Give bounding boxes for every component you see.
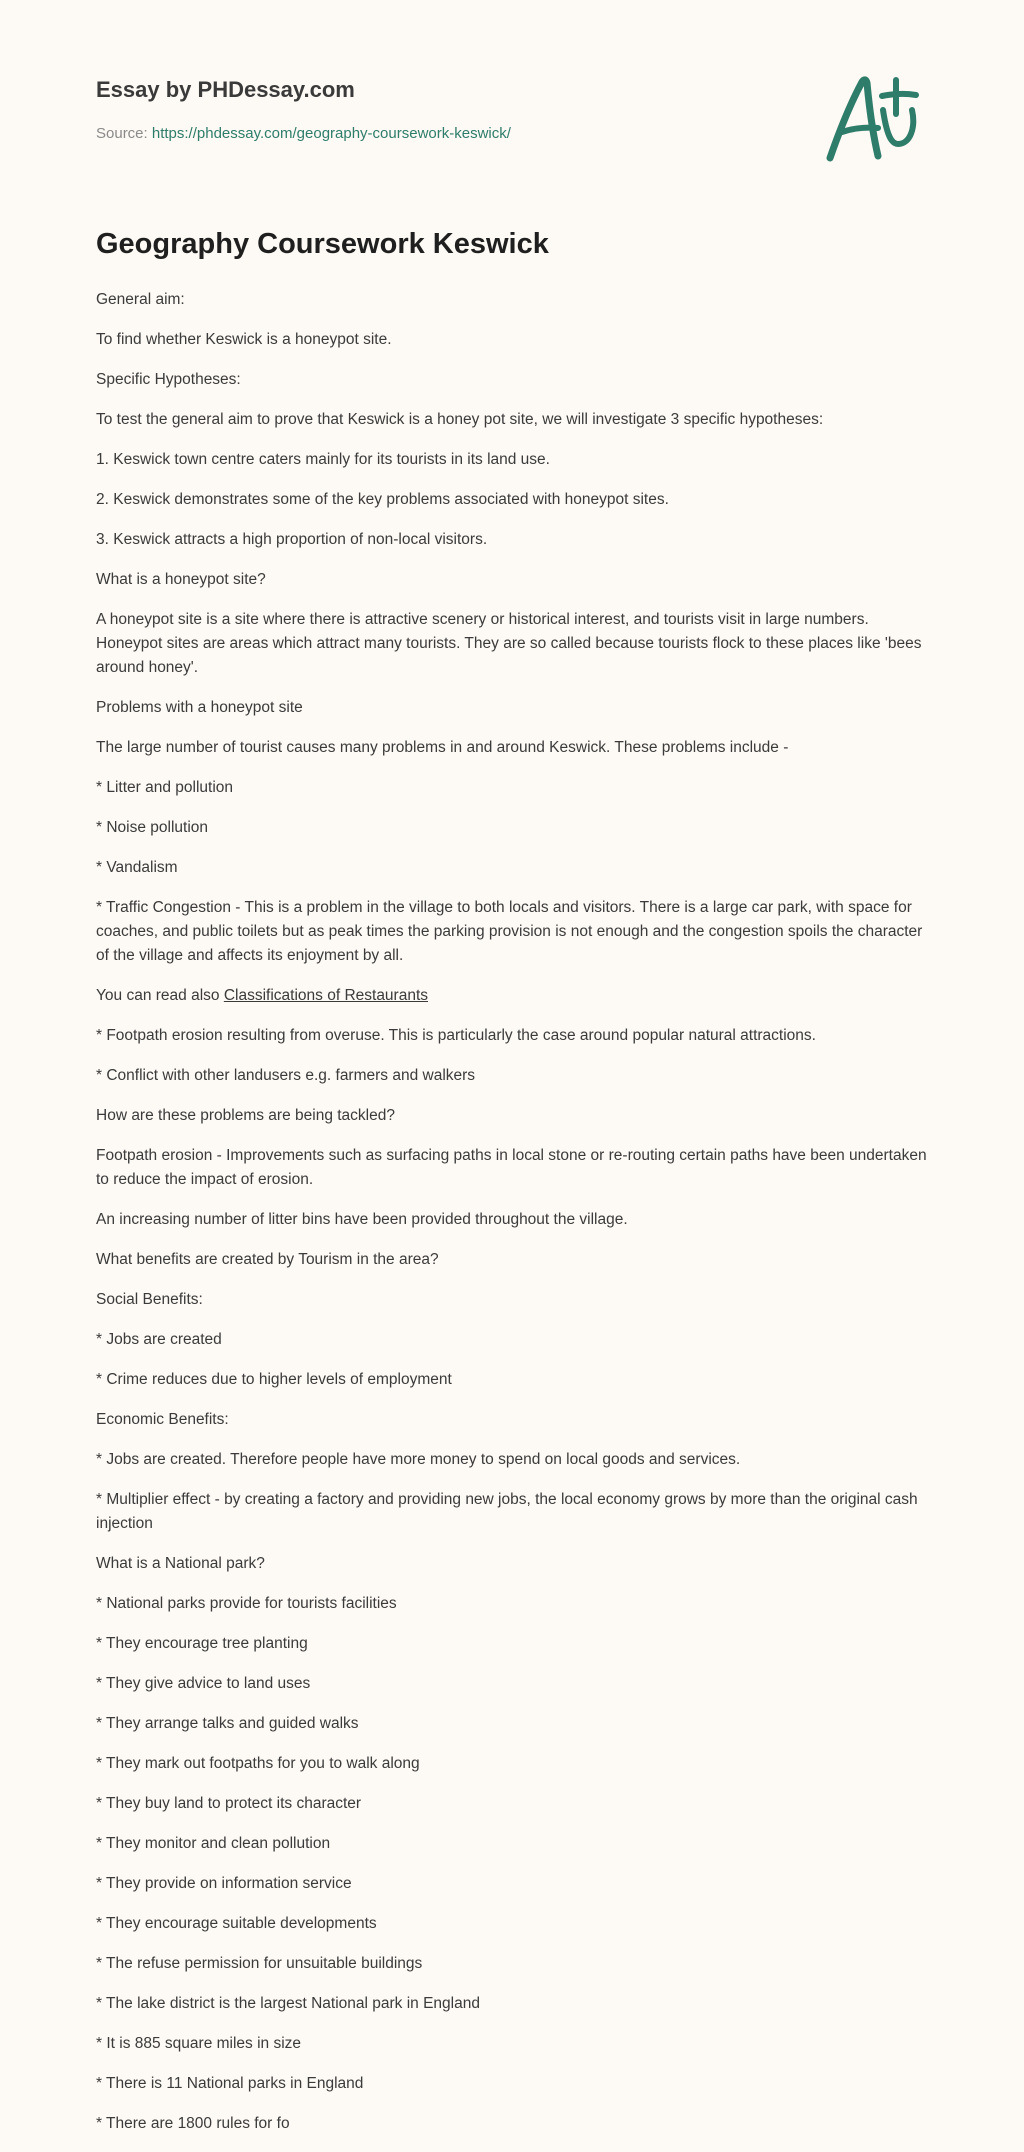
essay-paragraph: * Litter and pollution [96, 779, 234, 796]
essay-paragraph: * Conflict with other landusers e.g. farmers and walkers [96, 1067, 476, 1084]
essay-paragraph: Specific Hypotheses: [96, 371, 241, 388]
essay-paragraph: A honeypot site is a site where there is attractive scenery or historical interest, and tourists visit in large numbers. Honeypot sites are areas which attract many tourists. They are so called because tourists flock to these places like 'bees around honey'. [96, 611, 922, 676]
essay-paragraph: * Footpath erosion resulting from overuse. This is particularly the case around popular natural attractions. [96, 1027, 816, 1044]
essay-paragraph: * National parks provide for tourists facilities [96, 1595, 397, 1612]
essay-paragraph: What is a National park? [96, 1555, 265, 1572]
essay-body-part-2 [96, 1024, 928, 2136]
essay-paragraph: * Vandalism [96, 859, 178, 876]
brand-title: Essay by PHDessay.com [96, 77, 355, 102]
read-also-prefix: You can read also [96, 987, 220, 1004]
essay-paragraph: * Multiplier effect - by creating a factory and providing new jobs, the local economy grows by more than the original cash injection [96, 1491, 918, 1532]
essay-title: Geography Coursework Keswick [96, 228, 549, 260]
source-link[interactable]: https://phdessay.com/geography-coursework-keswick/ [151, 125, 511, 142]
essay-paragraph: * The lake district is the largest National park in England [96, 1995, 480, 2012]
essay-paragraph: * They mark out footpaths for you to walk along [96, 1755, 420, 1772]
source-label: Source: [96, 125, 148, 142]
essay-paragraph: * They arrange talks and guided walks [96, 1715, 359, 1732]
source-line [96, 124, 928, 144]
essay-paragraph: An increasing number of litter bins have been provided throughout the village. [96, 1211, 628, 1228]
page-header [96, 74, 928, 144]
essay-paragraph: Problems with a honeypot site [96, 699, 303, 716]
essay-body-part-1 [96, 288, 928, 968]
essay-paragraph: How are these problems are being tackled? [96, 1107, 395, 1124]
essay-paragraph: * Traffic Congestion - This is a problem in the village to both locals and visitors. There is a large car park, with space for coaches, and public toilets but as peak times the parking provision is not enough and the congestion spoils the character of the village and affects its enjoyment by all. [96, 899, 923, 964]
essay-paragraph: * They encourage suitable developments [96, 1915, 377, 1932]
essay-paragraph: * They provide on information service [96, 1875, 352, 1892]
a-plus-logo-icon [820, 70, 930, 170]
essay-paragraph: * Crime reduces due to higher levels of employment [96, 1371, 452, 1388]
essay-paragraph: Social Benefits: [96, 1291, 203, 1308]
essay-paragraph: Footpath erosion - Improvements such as surfacing paths in local stone or re-routing certain paths have been undertaken to reduce the impact of erosion. [96, 1147, 927, 1188]
essay-paragraph: * Jobs are created [96, 1331, 222, 1348]
essay-paragraph: 1. Keswick town centre caters mainly for its tourists in its land use. [96, 451, 550, 468]
essay-paragraph: What benefits are created by Tourism in the area? [96, 1251, 439, 1268]
essay-paragraph: General aim: [96, 291, 185, 308]
essay-paragraph: To test the general aim to prove that Keswick is a honey pot site, we will investigate 3 specific hypotheses: [96, 411, 824, 428]
essay-paragraph: * It is 885 square miles in size [96, 2035, 302, 2052]
essay-paragraph: The large number of tourist causes many problems in and around Keswick. These problems include - [96, 739, 789, 756]
read-also-link[interactable]: Classifications of Restaurants [223, 987, 429, 1004]
essay-paragraph: * They monitor and clean pollution [96, 1835, 331, 1852]
essay-paragraph: What is a honeypot site? [96, 571, 266, 588]
essay-paragraph: Economic Benefits: [96, 1411, 229, 1428]
essay-paragraph: * They encourage tree planting [96, 1635, 308, 1652]
essay-paragraph: * There are 1800 rules for fo [96, 2115, 290, 2132]
essay-paragraph: * The refuse permission for unsuitable buildings [96, 1955, 423, 1972]
essay-paragraph: * They give advice to land uses [96, 1675, 311, 1692]
essay-paragraph: 3. Keswick attracts a high proportion of non-local visitors. [96, 531, 488, 548]
essay-content [96, 222, 928, 2152]
essay-paragraph: 2. Keswick demonstrates some of the key problems associated with honeypot sites. [96, 491, 669, 508]
essay-paragraph: To find whether Keswick is a honeypot site. [96, 331, 392, 348]
essay-paragraph: * They buy land to protect its character [96, 1795, 362, 1812]
essay-paragraph: * Jobs are created. Therefore people have more money to spend on local goods and services. [96, 1451, 741, 1468]
essay-paragraph: * Noise pollution [96, 819, 209, 836]
essay-paragraph: * There is 11 National parks in England [96, 2075, 364, 2092]
read-also-paragraph [96, 984, 928, 1008]
